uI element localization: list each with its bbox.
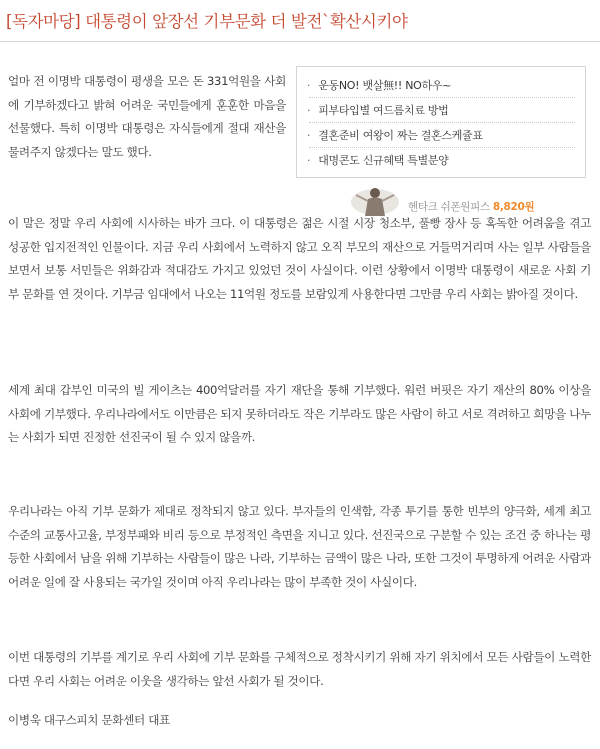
ad-divider bbox=[309, 97, 575, 98]
article-paragraph-4: 우리나라는 아직 기부 문화가 제대로 정착되지 않고 있다. 부자들의 인색함, 각종 투기를 통한 빈부의 양극화, 세계 최고 수준의 교통사고율, 부정부패와 비리 등으로 부정적인 측면을 지니고 있다. 선진국으로 구분할 수 있는 조건 중 하나는 평등한 사회에서 남을 위해 기부하는 사람들이 많은 나라, 기부하는 금액이 많은 나라, 또한 그것이 투명하게 어려운 사람과 어려운 일에 잘 사용되는 국가일 것이며 아직 우리나라는 많이 부족한 것이 사실이다. bbox=[8, 504, 591, 589]
ad-link-item[interactable] bbox=[307, 123, 585, 148]
ad-link-label: 피부타입별 여드름치료 방법 bbox=[318, 104, 449, 117]
article-paragraph-2: 이 말은 정말 우리 사회에 시사하는 바가 크다. 이 대통령은 젊은 시절 시장 청소부, 풀빵 장사 등 혹독한 어려움을 겪고 성공한 입지전적인 인물이다. 지금 우리 사회에서 노력하지 않고 오직 부모의 재산으로 거들먹거리며 사는 일부 사람들을 보면서 보통 서민들은 위화감과 적대감도 가지고 있었던 것이 사실이다. 이런 상황에서 이명박 대통령이 새로운 사회 기부 문화를 연 것이다. 기부금 임대에서 나오는 11억원 정도를 보람있게 사용한다면 그만큼 우리 사회는 밝아질 것이다. bbox=[8, 216, 591, 301]
bullet-icon: · bbox=[307, 129, 311, 142]
promo-price: 8,820원 bbox=[492, 201, 535, 213]
ad-divider bbox=[309, 122, 575, 123]
article-paragraph-3: 세계 최대 갑부인 미국의 빌 게이츠는 400억달러를 자기 재단을 통해 기부했다. 워런 버핏은 자기 재산의 80% 이상을 사회에 기부했다. 우리나라에서도 이만큼은 되지 못하더라도 작은 기부라도 많은 사람이 하고 서로 격려하고 희망을 나누는 사회가 되면 진정한 선진국이 될 수 있지 않을까. bbox=[8, 383, 591, 444]
bullet-icon: · bbox=[307, 79, 311, 92]
bullet-icon: · bbox=[307, 104, 311, 117]
ad-link-item[interactable] bbox=[307, 98, 585, 123]
article-paragraph-1: 얼마 전 이명박 대통령이 평생을 모은 돈 331억원을 사회에 기부하겠다고 밝혀 어려운 국민들에게 훈훈한 마음을 선물했다. 특히 이명박 대통령은 자식들에게 절대 재산을 물려주지 않겠다는 말도 했다. bbox=[8, 74, 286, 159]
ad-link-item[interactable] bbox=[307, 148, 585, 173]
ad-link-item[interactable] bbox=[307, 73, 585, 98]
article-title: [독자마당] 대통령이 앞장선 기부문화 더 발전`확산시키야 bbox=[6, 12, 408, 31]
article-paragraph-5: 이번 대통령의 기부를 계기로 우리 사회에 기부 문화를 구체적으로 정착시키기 위해 자기 위치에서 모든 사람들이 노력한다면 우리 사회는 어려운 이웃을 생각하는 앞선 사회가 될 것이다. bbox=[8, 650, 591, 688]
ad-divider bbox=[309, 147, 575, 148]
ad-link-label: 운동NO! 뱃살無!! NO하우~ bbox=[318, 79, 452, 92]
article-signature: 이병욱 대구스피치 문화센터 대표 bbox=[8, 713, 170, 727]
title-divider bbox=[0, 41, 600, 42]
ad-link-label: 결혼준비 여왕이 짜는 결혼스케쥴표 bbox=[318, 129, 483, 142]
promo-label: 헨타크 쉬폰원피스 bbox=[408, 201, 490, 213]
ad-link-label: 대명콘도 신규혜택 특별분양 bbox=[318, 154, 449, 167]
bullet-icon: · bbox=[307, 154, 311, 167]
ad-box bbox=[296, 66, 586, 178]
